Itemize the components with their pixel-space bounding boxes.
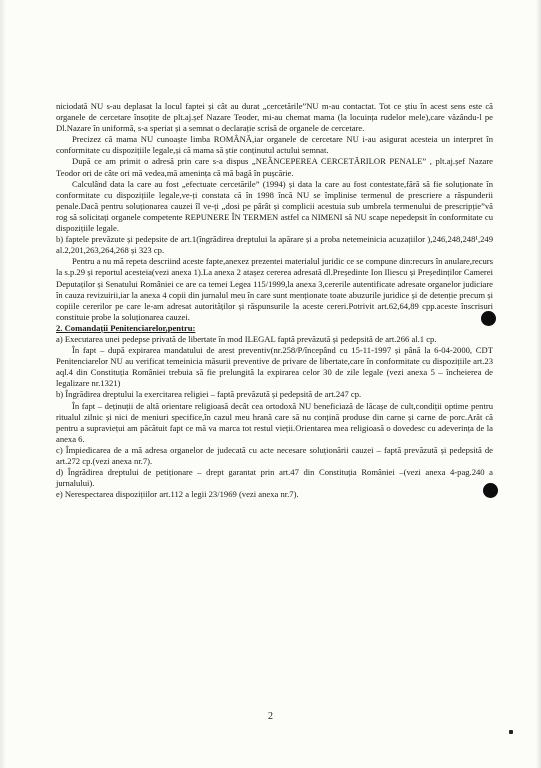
list-item: b) Îngrădirea dreptului la exercitarea religiei – faptă prevăzută și pedepsită de art.247 cp.	[56, 389, 362, 400]
paragraph: Pentru a nu mă repeta descriind aceste fapte,anexez prezentei materialul juridic ce se compune din:recurs în anulare,recurs la s.p.29 și reportul acesteia(vezi anexa 1).La anexa 2 atașez cererea adresată dl.Președinte Ion Iliescu și Președinților Camerei Deputaților și Senatului României ce are ca temei Legea 115/1999,la anexa 3,cererile autentificate adresate organelor judiciare în cauza revizuirii,iar la anexa 4 copii din jurnalul meu în care sunt menționate toate abuzurile juridice și de detenție precum și copiile cererilor pe care le-am adresat autorităților și răspunsurile la aceste cereri.Potrivit art.62,64,89 cpp.aceste înscrisuri constituie probe la soluționarea cauzei.	[56, 256, 493, 322]
list-item: d) Îngrădirea dreptului de petiționare – drept garantat prin art.47 din Constituția României –(vezi anexa 4-pag.240 a jurnalului).	[56, 467, 493, 489]
paragraph: După ce am primit o adresă prin care s-a dispus „NEÂNCEPEREA CERCETĂRILOR PENALE” , plt.aj.șef Nazare Teodor ori de câte ori mă vedea,mă amenința că mă bagă în pușcărie.	[56, 156, 493, 178]
paragraph: În fapt – deținuții de altă orientare religioasă decât cea ortodoxă NU beneficiază de lăcașe de cult,condiții optime pentru ritualul zilnic și nici de meniuri specifice,în cazul meu hrană care să nu conțină produse din carne și carne de porc.Arăt că pentru a supraviețui am păcătuit fapt ce mă va marca tot restul vieții.Orientarea mea religioasă o dovedesc cu adeverința de la anexa 6.	[56, 400, 493, 444]
paragraph: Calculând data la care au fost „efectuate cercetările” (1994) și data la care au fost contestate,fără să fie soluționate în conformitate cu dispozițiile legale,ve-ți constata că în 1998 încă NU se împlinise termenul de prescriere a răspunderii penale.Dacă pentru soluționarea cauzei îl ve-ți „dosi pe pârât și complicii acestuia sub umbrela termenului de prescripție”vă rog să solicitați organele competente REPUNERE ÎN TERMEN astfel ca NIMENI să NU scape nepedepsit în conformitate cu dispozițiile legale.	[56, 178, 493, 234]
punch-hole-lower	[483, 483, 498, 498]
paragraph: În fapt – după expirarea mandatului de arest preventiv(nr.258/P/începând cu 15-11-1997 și până la 6-04-2000, CDT Penitenciarelor NU au verificat temeinicia măsurii preventive de privare de libertate,care în conformitate cu dispozițiile art.23 aql.4 din Constituția României trebuia să fie prelungită la expirarea celor 30 de zile legale (vezi anexa 5 – încheierea de legalizare nr.1321)	[56, 345, 493, 389]
section-heading: 2. Comandații Penitenciarelor,pentru:	[56, 322, 196, 333]
list-item: a) Executarea unei pedepse privată de libertate în mod ILEGAL faptă prevăzută și pedepsită de art.266 al.1 cp.	[56, 333, 437, 344]
punch-hole-upper	[481, 311, 496, 326]
list-item: e) Nerespectarea dispozițiilor art.112 a legii 23/1969 (vezi anexa nr.7).	[56, 489, 299, 500]
scan-edge-left	[0, 0, 6, 768]
list-item: b) faptele prevăzute și pedepsite de art.1(îngrădirea dreptului la apărare și a proba netemeinicia acuzațiilor ),246,248,248¹,249 al.2,201,263,264,268 și 323 cp.	[56, 234, 493, 256]
page-number: 2	[268, 711, 273, 722]
paragraph: niciodată NU s-au deplasat la locul faptei și cât au durat „cercetările”NU m-au contactat. Tot ce știu în acest sens este că organele de cercetare însoțite de plt.aj.șef Nazare Teoder, mi-au chemat mama (la locuința rudelor mele),care văzându-l pe Dl.Nazare în uniformă, s-a speriat și a semnat o declarație scrisă de organele de cercetare.	[56, 101, 493, 134]
paragraph: Precizez că mama NU cunoaște limba ROMÂNĂ,iar organele de cercetare NU i-au asigurat acesteia un interpret în conformitate cu dispozițiile legale,și că mama să știe conținutul actului semnat.	[56, 134, 493, 156]
scan-edge-right	[536, 0, 541, 768]
list-item: c) Împiedicarea de a mă adresa organelor de judecată cu acte necesare soluționării cauzei – faptă prevăzută și pedepsită de art.272 cp.(vezi anexa nr.7).	[56, 444, 493, 466]
scan-speck	[509, 730, 513, 734]
body-text	[56, 101, 493, 500]
